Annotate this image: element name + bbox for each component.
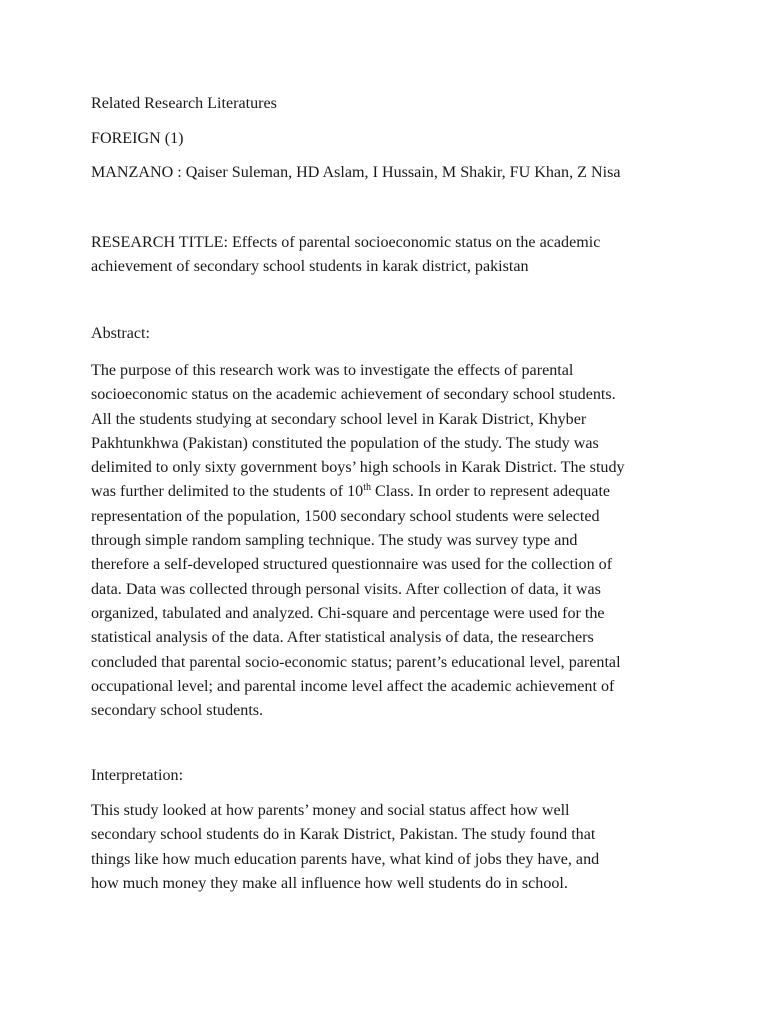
interpretation-line: how much money they make all influence how well students do in school. <box>91 874 568 892</box>
interpretation-line: things like how much education parents have, what kind of jobs they have, and <box>91 850 600 868</box>
abstract-label: Abstract: <box>91 325 150 342</box>
abstract-line: organized, tabulated and analyzed. Chi-square and percentage were used for the <box>91 604 605 622</box>
abstract-line: The purpose of this research work was to investigate the effects of parental <box>91 362 574 379</box>
abstract-line-part: Class. In order to represent adequate <box>370 483 611 501</box>
abstract-line: Pakhtunkhwa (Pakistan) constituted the population of the study. The study was <box>91 434 599 452</box>
abstract-line: therefore a self-developed structured questionnaire was used for the collection of <box>91 556 613 574</box>
abstract-line: representation of the population, 1500 secondary school students were selected <box>91 507 600 525</box>
superscript-th: th <box>363 482 371 494</box>
category-label: FOREIGN (1) <box>91 130 184 147</box>
research-title-line: achievement of secondary school students in karak district, pakistan <box>91 258 529 276</box>
interpretation-line: secondary school students do in Karak District, Pakistan. The study found that <box>91 826 596 844</box>
abstract-line-part: was further delimited to the students of 10 <box>91 483 364 501</box>
abstract-body <box>91 359 691 723</box>
abstract-line: All the students studying at secondary school level in Karak District, Khyber <box>91 410 587 428</box>
section-heading: Related Research Literatures <box>91 95 277 112</box>
abstract-line: socioeconomic status on the academic achievement of secondary school students. <box>91 386 616 404</box>
abstract-line: occupational level; and parental income level affect the academic achievement of <box>91 677 615 695</box>
abstract-line: delimited to only sixty government boys’ high schools in Karak District. The study <box>91 459 625 477</box>
abstract-line: through simple random sampling technique. The study was survey type and <box>91 532 578 550</box>
research-title <box>91 231 691 280</box>
abstract-line: secondary school students. <box>91 702 264 720</box>
authors-line: MANZANO : Qaiser Suleman, HD Aslam, I Hussain, M Shakir, FU Khan, Z Nisa <box>91 164 621 181</box>
interpretation-label: Interpretation: <box>91 767 184 784</box>
abstract-line-with-superscript <box>91 480 691 504</box>
research-title-line: RESEARCH TITLE: Effects of parental socioeconomic status on the academic <box>91 234 601 251</box>
interpretation-line: This study looked at how parents’ money and social status affect how well <box>91 802 570 819</box>
interpretation-body <box>91 799 691 896</box>
abstract-line: data. Data was collected through personal visits. After collection of data, it was <box>91 580 601 598</box>
abstract-line: concluded that parental socio-economic status; parent’s educational level, parental <box>91 653 621 671</box>
abstract-line: statistical analysis of the data. After statistical analysis of data, the researchers <box>91 629 594 647</box>
